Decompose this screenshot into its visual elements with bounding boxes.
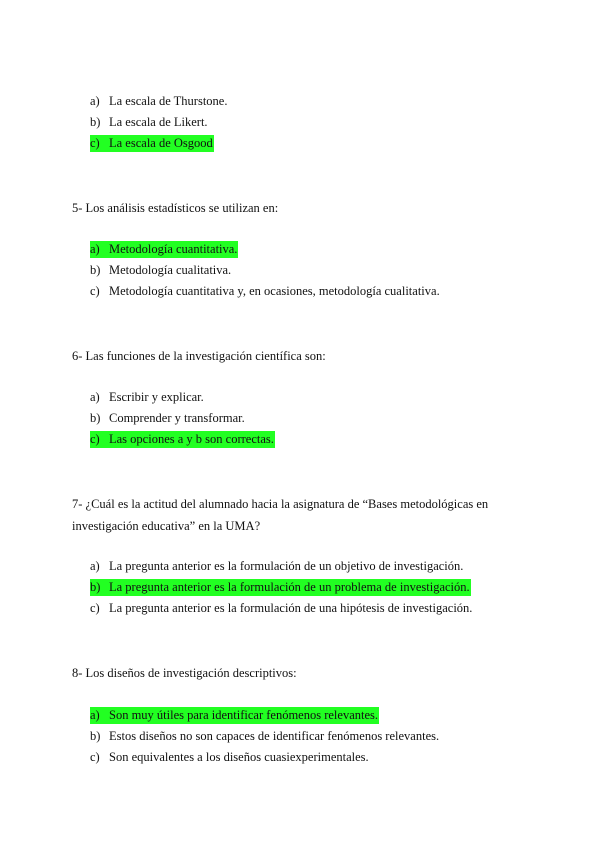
option-q8-b-text-wrap [90, 728, 440, 745]
option-q5-c-text-wrap [90, 283, 441, 300]
option-text: La pregunta anterior es la formulación de una hipótesis de investigación. [109, 601, 473, 615]
option-text: La pregunta anterior es la formulación de un objetivo de investigación. [109, 559, 464, 573]
option-letter: b) [90, 729, 101, 743]
option-text: Escribir y explicar. [109, 390, 204, 404]
option-q4-a [90, 91, 228, 112]
option-q8-b [90, 726, 440, 747]
option-letter: b) [90, 263, 101, 277]
option-q7-b [90, 577, 473, 598]
option-q7-a-text-wrap [90, 558, 464, 575]
question-6-text: 6- Las funciones de la investigación científica son: [72, 349, 326, 363]
option-letter: c) [90, 284, 100, 298]
options-list-q7 [90, 556, 473, 619]
option-q4-c-text-wrap [90, 135, 214, 152]
options-list-q6 [90, 387, 275, 450]
option-q8-a-text-wrap [90, 707, 379, 724]
question-5-text: 5- Los análisis estadísticos se utilizan en: [72, 201, 279, 215]
option-text: Metodología cualitativa. [109, 263, 232, 277]
option-letter: c) [90, 750, 100, 764]
option-letter: c) [90, 136, 100, 150]
options-list-q8 [90, 705, 440, 768]
option-letter: b) [90, 411, 101, 425]
option-q6-a [90, 387, 275, 408]
option-letter: c) [90, 432, 100, 446]
option-letter: a) [90, 390, 100, 404]
option-q6-b [90, 408, 275, 429]
option-letter: a) [90, 242, 100, 256]
option-q5-a-text-wrap [90, 241, 238, 258]
option-text: Metodología cuantitativa y, en ocasiones, metodología cualitativa. [109, 284, 440, 298]
option-q4-c [90, 133, 228, 154]
option-q6-b-text-wrap [90, 410, 246, 427]
option-q4-b [90, 112, 228, 133]
option-text: La escala de Thurstone. [109, 94, 228, 108]
option-q5-b-text-wrap [90, 262, 232, 279]
option-q8-a [90, 705, 440, 726]
question-8-text: 8- Los diseños de investigación descriptivos: [72, 666, 297, 680]
option-q7-c-text-wrap [90, 600, 473, 617]
option-letter: a) [90, 559, 100, 573]
option-q5-b [90, 260, 441, 281]
option-text: Estos diseños no son capaces de identificar fenómenos relevantes. [109, 729, 440, 743]
option-q7-c [90, 598, 473, 619]
option-q8-c-text-wrap [90, 749, 370, 766]
options-list-q5 [90, 239, 441, 302]
option-q6-c [90, 429, 275, 450]
option-q7-b-text-wrap [90, 579, 471, 596]
question-7-text: 7- ¿Cuál es la actitud del alumnado hacia la asignatura de “Bases metodológicas en investigación educativa” en la UMA? [72, 497, 489, 533]
option-letter: b) [90, 115, 101, 129]
option-letter: b) [90, 580, 101, 594]
option-text: Son equivalentes a los diseños cuasiexperimentales. [109, 750, 369, 764]
option-text: Metodología cuantitativa. [109, 242, 238, 256]
option-text: La escala de Osgood [109, 136, 213, 150]
option-q6-c-text-wrap [90, 431, 275, 448]
option-text: Comprender y transformar. [109, 411, 245, 425]
option-q6-a-text-wrap [90, 389, 205, 406]
option-q4-b-text-wrap [90, 114, 209, 131]
option-letter: c) [90, 601, 100, 615]
option-text: La pregunta anterior es la formulación de un problema de investigación. [109, 580, 470, 594]
option-q5-c [90, 281, 441, 302]
option-q4-a-text-wrap [90, 93, 228, 110]
options-list-q4 [90, 91, 228, 154]
option-q7-a [90, 556, 473, 577]
option-text: Las opciones a y b son correctas. [109, 432, 274, 446]
option-text: Son muy útiles para identificar fenómenos relevantes. [109, 708, 379, 722]
option-text: La escala de Likert. [109, 115, 208, 129]
option-q5-a [90, 239, 441, 260]
option-letter: a) [90, 708, 100, 722]
option-q8-c [90, 747, 440, 768]
option-letter: a) [90, 94, 100, 108]
